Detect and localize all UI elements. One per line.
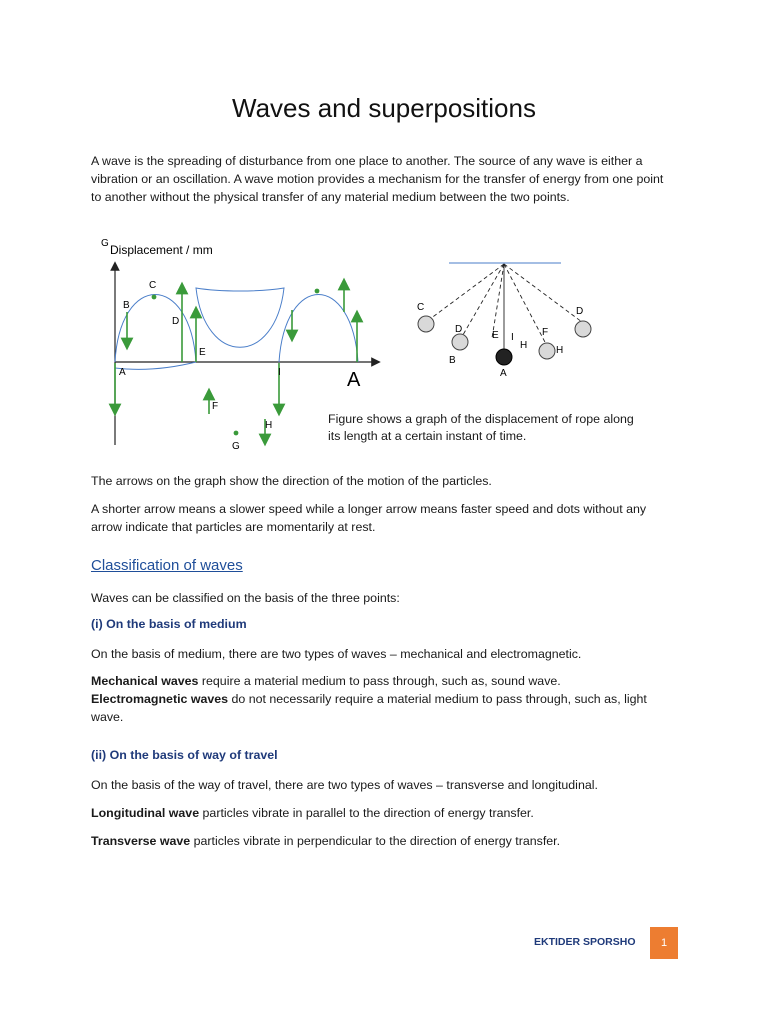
pendulum-label-e: E bbox=[492, 330, 499, 341]
longitudinal-paragraph bbox=[91, 804, 676, 822]
mechanical-paragraph bbox=[91, 672, 676, 726]
pendulum-label-i: I bbox=[511, 332, 514, 343]
string-c bbox=[426, 264, 504, 322]
pendulum-label-b: B bbox=[449, 355, 456, 366]
point-label-i: I bbox=[278, 367, 281, 378]
bob-c bbox=[418, 316, 434, 332]
wave-trough bbox=[196, 288, 284, 347]
wave-crest-2 bbox=[279, 295, 358, 363]
medium-subheading: (i) On the basis of medium bbox=[91, 617, 247, 631]
graph-corner-label: G bbox=[101, 238, 109, 249]
transverse-paragraph bbox=[91, 832, 676, 850]
page-title: Waves and superpositions bbox=[232, 93, 536, 123]
point-label-d: D bbox=[172, 316, 180, 327]
dot-crest-2 bbox=[315, 289, 320, 294]
footer-author: EKTIDER SPORSHO bbox=[534, 936, 636, 948]
bob-a bbox=[496, 349, 512, 365]
wave-base bbox=[115, 362, 196, 369]
figure-caption: Figure shows a graph of the displacement of rope along its length at a certain instant of time. bbox=[328, 412, 634, 443]
point-label-e: E bbox=[199, 347, 206, 358]
point-label-c: C bbox=[149, 280, 157, 291]
longitudinal-text: particles vibrate in parallel to the direction of energy transfer. bbox=[199, 806, 534, 820]
arrows-paragraph: The arrows on the graph show the direction of the motion of the particles. bbox=[91, 474, 492, 488]
travel-paragraph: On the basis of the way of travel, there are two types of waves – transverse and longitudinal. bbox=[91, 778, 598, 792]
transverse-term: Transverse wave bbox=[91, 834, 191, 848]
mechanical-term: Mechanical waves bbox=[91, 674, 199, 688]
pendulum-label-d-right: D bbox=[576, 306, 584, 317]
bob-f bbox=[539, 343, 555, 359]
page-number-badge: 1 bbox=[650, 927, 678, 959]
pendulum-label-c: C bbox=[417, 302, 425, 313]
speed-paragraph: A shorter arrow means a slower speed while a longer arrow means faster speed and dots without any arrow indicate that particles are momentarily at rest. bbox=[91, 502, 647, 534]
em-text: do not necessarily require a material medium to pass through, such as, light wave. bbox=[91, 692, 647, 724]
graph-y-axis-label: Displacement / mm bbox=[110, 243, 213, 257]
bob-d-left bbox=[452, 334, 468, 350]
pendulum-label-h-left: H bbox=[520, 340, 528, 351]
classified-paragraph: Waves can be classified on the basis of the three points: bbox=[91, 591, 400, 605]
pendulum-label-d-left: D bbox=[455, 324, 463, 335]
point-label-h: H bbox=[265, 420, 273, 431]
string-e bbox=[492, 264, 504, 338]
pendulum-label-f: F bbox=[542, 327, 549, 338]
point-label-f: F bbox=[212, 401, 219, 412]
medium-paragraph: On the basis of medium, there are two types of waves – mechanical and electromagnetic. bbox=[91, 647, 582, 661]
intro-paragraph: A wave is the spreading of disturbance from one place to another. The source of any wave is either a vibration or an oscillation. A wave motion provides a mechanism for the transfer of energy from one point to another without the physical transfer of any material medium between the two points. bbox=[91, 154, 664, 204]
em-term: Electromagnetic waves bbox=[91, 692, 229, 706]
point-label-b: B bbox=[123, 300, 130, 311]
bob-d-right bbox=[575, 321, 591, 337]
travel-subheading: (ii) On the basis of way of travel bbox=[91, 748, 278, 762]
point-label-g: G bbox=[232, 441, 240, 452]
string-d-right bbox=[504, 264, 582, 322]
dot-g bbox=[234, 431, 239, 436]
pendulum-label-h-right: H bbox=[556, 345, 564, 356]
pendulum-label-a: A bbox=[500, 368, 507, 379]
point-label-a: A bbox=[119, 367, 126, 378]
dot-c bbox=[152, 295, 157, 300]
longitudinal-term: Longitudinal wave bbox=[91, 806, 200, 820]
mechanical-text: require a material medium to pass through, such as, sound wave. bbox=[198, 674, 561, 688]
transverse-text: particles vibrate in perpendicular to the direction of energy transfer. bbox=[190, 834, 561, 848]
x-axis-end-label: A bbox=[347, 369, 361, 391]
pendulum-diagram bbox=[410, 256, 610, 386]
classification-heading: Classification of waves bbox=[91, 557, 243, 574]
